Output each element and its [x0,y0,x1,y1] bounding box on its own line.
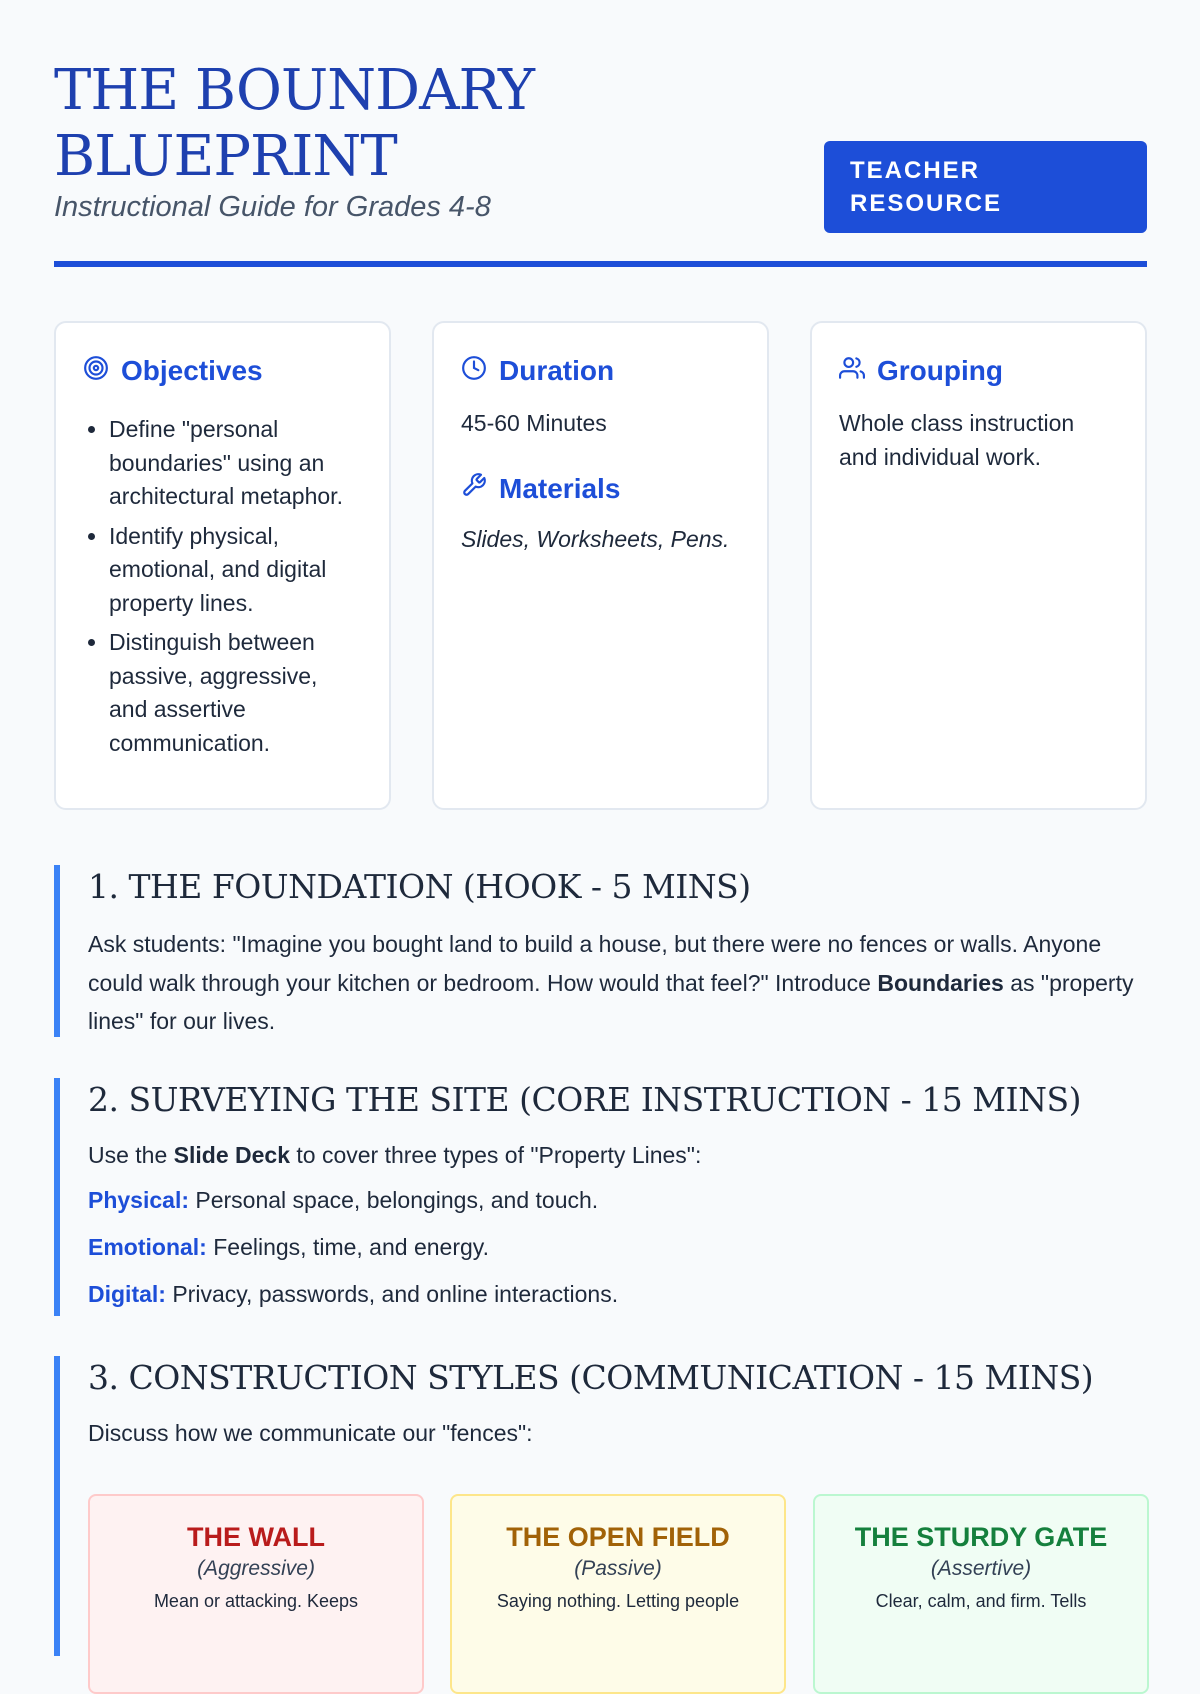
property-line-emotional: Emotional: Feelings, time, and energy. [88,1233,489,1260]
slide-deck-term: Slide Deck [173,1142,290,1168]
duration-value: 45-60 Minutes [461,410,607,436]
users-icon [839,355,865,388]
style-description: Clear, calm, and firm. Tells [875,1591,1087,1611]
style-title: THE STURDY GATE [854,1522,1108,1552]
page [54,0,1147,1611]
materials-heading [461,469,740,509]
section-title: 2. SURVEYING THE SITE (CORE INSTRUCTION - 15 MINS) [88,1080,1081,1119]
materials-title: Materials [499,472,621,504]
section-intro: Discuss how we communicate our "fences": [88,1420,533,1446]
style-title: THE OPEN FIELD [506,1522,730,1552]
page-subtitle: Instructional Guide for Grades 4-8 [54,191,491,223]
section-title: 1. THE FOUNDATION (HOOK - 5 MINS) [88,867,751,906]
section-surveying [54,1078,1147,1316]
objectives-title: Objectives [121,355,263,386]
duration-materials-card [432,321,769,810]
section-foundation [54,865,1147,1037]
target-icon [83,355,109,388]
section-title: 3. CONSTRUCTION STYLES (COMMUNICATION - 15 MINS) [88,1358,1094,1397]
property-line-physical: Physical: Personal space, belongings, and touch. [88,1186,599,1213]
materials-value: Slides, Worksheets, Pens. [461,525,730,552]
grouping-value: Whole class instruction and individual work. [839,410,1075,470]
section-construction-styles [54,1356,1147,1656]
page-title: THE BOUNDARY BLUEPRINT [54,58,534,189]
teacher-resource-badge: TEACHER RESOURCE [824,141,1147,233]
objectives-heading [83,351,362,391]
style-card-sturdy-gate [813,1494,1149,1694]
boundaries-term: Boundaries [877,969,1004,996]
section-body: Ask students: "Imagine you bought land to build a house, but there were no fences or walls. Anyone could walk through your kitchen or bedroom. How would that feel?" Introduce Boundaries as "property lines" for our lives. [88,931,1134,1034]
info-cards [54,321,1147,810]
header [54,0,1147,268]
grouping-card [810,321,1147,810]
grouping-title: Grouping [877,355,1003,386]
style-title: THE WALL [187,1522,325,1552]
style-subtitle: (Passive) [574,1557,662,1580]
communication-styles [88,1494,1147,1694]
objectives-list [83,413,362,760]
style-subtitle: (Assertive) [930,1557,1032,1580]
style-card-open-field [450,1494,786,1694]
header-divider [54,261,1147,267]
objectives-card [54,321,391,810]
section-intro: Use the Slide Deck to cover three types of "Property Lines": [88,1142,702,1168]
wrench-icon [461,472,487,505]
property-line-digital: Digital: Privacy, passwords, and online interactions. [88,1280,619,1307]
style-description: Mean or attacking. Keeps [153,1591,359,1611]
style-subtitle: (Aggressive) [197,1557,315,1580]
duration-title: Duration [499,355,615,386]
duration-heading [461,351,740,391]
objective-item: • Identify physical, emotional, and digital property lines. [109,520,362,621]
style-description: Saying nothing. Letting people [496,1591,740,1611]
grouping-heading [839,351,1118,391]
objective-item: • Distinguish between passive, aggressive, and assertive communication. [109,626,362,760]
style-card-wall [88,1494,424,1694]
clock-icon [461,355,487,388]
objective-item: • Define "personal boundaries" using an architectural metaphor. [109,413,362,514]
